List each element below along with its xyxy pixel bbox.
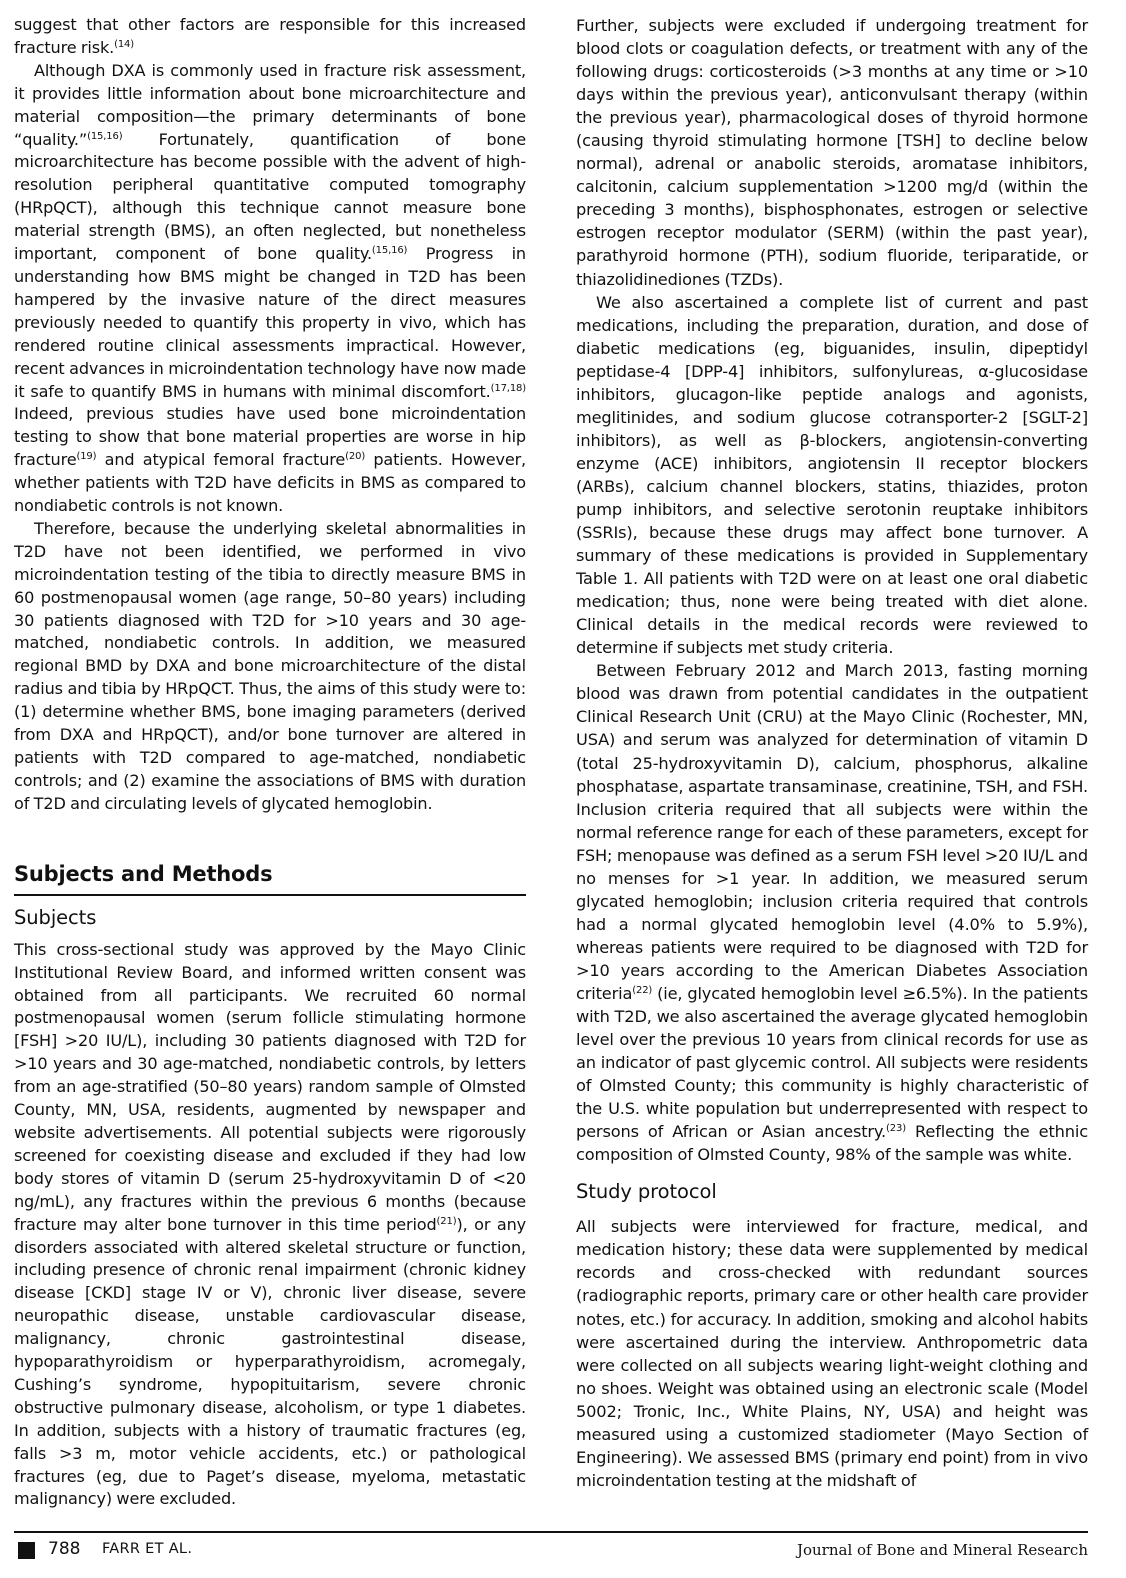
page-footer xyxy=(14,1540,1088,1564)
reference-citation: (21) xyxy=(436,1215,457,1227)
reference-citation: (17,18) xyxy=(490,382,526,394)
reference-citation: (19) xyxy=(76,451,97,463)
subsection-heading: Subjects xyxy=(14,905,97,929)
subsection-heading: Study protocol xyxy=(576,1180,717,1204)
paragraph: suggest that other factors are responsible for this increased fracture risk.$^{(14)}$ xyxy=(14,15,526,57)
footer-rule xyxy=(14,1531,1088,1533)
paragraph: All subjects were interviewed for fracture, medical, and medication history; these data were supplemented by medical records and cross-checked with redundant sources (radiographic reports, primary care or other health care provider notes, etc.) for accuracy. In addition, smoking and alcohol habits were ascertained during the interview. Anthropometric data were collected on all subjects wearing light-weight clothing and no shoes. Weight was obtained using an electronic scale (Model 5002; Tronic, Inc., White Plains, NY, USA) and height was measured using a customized stadiometer (Mayo Section of Engineering). We assessed BMS (primary end point) from in vivo microindentation testing at the midshaft of xyxy=(576,1217,1088,1490)
running-head: FARR ET AL. xyxy=(102,1541,193,1557)
paragraph: Although DXA is commonly used in fracture risk assessment, it provides little information about bone microarchitecture and material composition—the primary determinants of bone “quality.”$^{(15,16)}$ Fortunately, quantification of bone microarchitecture has become possible with the advent of high-resolution peripheral quantitative computed tomography (HRpQCT), although this technique cannot measure bone material strength (BMS), an often neglected, but nonetheless important, component of bone quality.$^{(15,16)}$ Progress in understanding how BMS might be changed in T2D has been hampered by the invasive nature of the direct measures previously needed to quantify this property in vivo, which has rendered routine clinical assessments impractical. However, recent advances in microindentation technology have now made it safe to quantify BMS in humans with minimal discomfort.$^{(17,18)}$ Indeed, previous studies have used bone microindentation testing to show that bone material properties are worse in hip fracture$^{(19)}$ and atypical femoral fracture$^{(20)}$ patients. However, whether patients with T2D have deficits in BMS as compared to nondiabetic controls is not known. xyxy=(14,60,527,516)
paragraph: Further, subjects were excluded if undergoing treatment for blood clots or coagulation defects, or treatment with any of the following drugs: corticosteroids (>3 months at any time or >10 days within the previous year), anticonvulsant therapy (within the previous year), pharmacological doses of thyroid hormone (causing thyroid stimulating hormone [TSH] to decline below normal), adrenal or anabolic steroids, aromatase inhibitors, calcitonin, calcium supplementation >1200 mg/d (within the preceding 3 months), bisphosphonates, estrogen or selective estrogen receptor modulator (SERM) (within the past year), parathyroid hormone (PTH), sodium fluoride, teriparatide, or thiazolidinediones (TZDs). xyxy=(576,16,1088,289)
right-column xyxy=(576,14,1088,1492)
left-column xyxy=(14,14,526,1511)
reference-citation: (20) xyxy=(345,451,366,463)
reference-citation: (22) xyxy=(632,984,653,996)
page-number: 788 xyxy=(48,1539,81,1559)
section-title: Subjects and Methods xyxy=(14,860,526,896)
reference-citation: (15,16) xyxy=(87,130,123,142)
paragraph: Therefore, because the underlying skeletal abnormalities in T2D have not been identified, we performed in vivo microindentation testing of the tibia to directly measure BMS in 60 postmenopausal women (age range, 50–80 years) including 30 patients diagnosed with T2D for >10 years and 30 age-matched, nondiabetic controls. In addition, we measured regional BMD by DXA and bone microarchitecture of the distal radius and tibia by HRpQCT. Thus, the aims of this study were to: (1) determine whether BMS, bone imaging parameters (derived from DXA and HRpQCT), and/or bone turnover are altered in patients with T2D compared to age-matched, nondiabetic controls; and (2) examine the associations of BMS with duration of T2D and circulating levels of glycated hemoglobin. xyxy=(14,518,526,813)
footer-marker-square xyxy=(18,1542,35,1559)
journal-name: Journal of Bone and Mineral Research xyxy=(796,1541,1088,1559)
reference-citation: (14) xyxy=(114,38,135,50)
paragraph: Between February 2012 and March 2013, fasting morning blood was drawn from potential candidates in the outpatient Clinical Research Unit (CRU) at the Mayo Clinic (Rochester, MN, USA) and serum was analyzed for determination of vitamin D (total 25-hydroxyvitamin D), calcium, phosphorus, alkaline phosphatase, aspartate transaminase, creatinine, TSH, and FSH. Inclusion criteria required that all subjects were within the normal reference range for each of these parameters, except for FSH; menopause was defined as a serum FSH level >20 IU/L and no menses for >1 year. In addition, we measured serum glycated hemoglobin; inclusion criteria required that controls had a normal glycated hemoglobin level (4.0% to 5.9%), whereas patients were required to be diagnosed with T2D for >10 years according to the American Diabetes Association criteria$^{(22)}$ (ie, glycated hemoglobin level ≥6.5%). In the patients with T2D, we also ascertained the average glycated hemoglobin level over the previous 10 years from clinical records for use as an indicator of past glycemic control. All subjects were residents of Olmsted County; this community is highly characteristic of the U.S. white population but underrepresented with respect to persons of African or Asian ancestry.$^{(23)}$ Reflecting the ethnic composition of Olmsted County, 98% of the sample was white. xyxy=(576,661,1088,1165)
reference-citation: (15,16) xyxy=(371,245,408,257)
reference-citation: (23) xyxy=(886,1123,906,1135)
paragraph: This cross-sectional study was approved by the Mayo Clinic Institutional Review Board, and informed written consent was obtained from all participants. We recruited 60 normal postmenopausal women (serum follicle stimulating hormone [FSH] >20 IU/L), including 30 patients diagnosed with T2D for >10 years and 30 age-matched, nondiabetic controls, by letters from an age-stratified (50–80 years) random sample of Olmsted County, MN, USA, residents, augmented by newspaper and website advertisements. All potential subjects were rigorously screened for coexisting disease and excluded if they had low body stores of vitamin D (serum 25-hydroxyvitamin D of <20 ng/mL), any fractures within the previous 6 months (because fracture may alter bone turnover in this time period$^{(21)}$), or any disorders associated with altered skeletal structure or function, including presence of chronic renal impairment (chronic kidney disease [CKD] stage IV or V), chronic liver disease, severe neuropathic disease, unstable cardiovascular disease, malignancy, chronic gastrointestinal disease, hypoparathyroidism or hyperparathyroidism, acromegaly, Cushing’s syndrome, hypopituitarism, severe chronic obstructive pulmonary disease, alcoholism, or type 1 diabetes. In addition, subjects with a history of traumatic fractures (eg, falls >3 m, motor vehicle accidents, etc.) or pathological fractures (eg, due to Paget’s disease, myeloma, metastatic malignancy) were excluded. xyxy=(14,939,527,1509)
paragraph: We also ascertained a complete list of current and past medications, including the preparation, duration, and dose of diabetic medications (eg, biguanides, insulin, dipeptidyl peptidase-4 [DPP-4] inhibitors, sulfonylureas, α-glucosidase inhibitors, glucagon-like peptide analogs and agonists, meglitinides, and sodium glucose cotransporter-2 [SGLT-2] inhibitors), as well as β-blockers, angiotensin-converting enzyme (ACE) inhibitors, angiotensin II receptor blockers (ARBs), calcium channel blockers, statins, thiazides, proton pump inhibitors, and selective serotonin reuptake inhibitors (SSRIs), because these drugs may affect bone turnover. A summary of these medications is provided in Supplementary Table 1. All patients with T2D were on at least one oral diabetic medication; thus, none were being treated with diet alone. Clinical details in the medical records were reviewed to determine if subjects met study criteria. xyxy=(576,292,1088,658)
